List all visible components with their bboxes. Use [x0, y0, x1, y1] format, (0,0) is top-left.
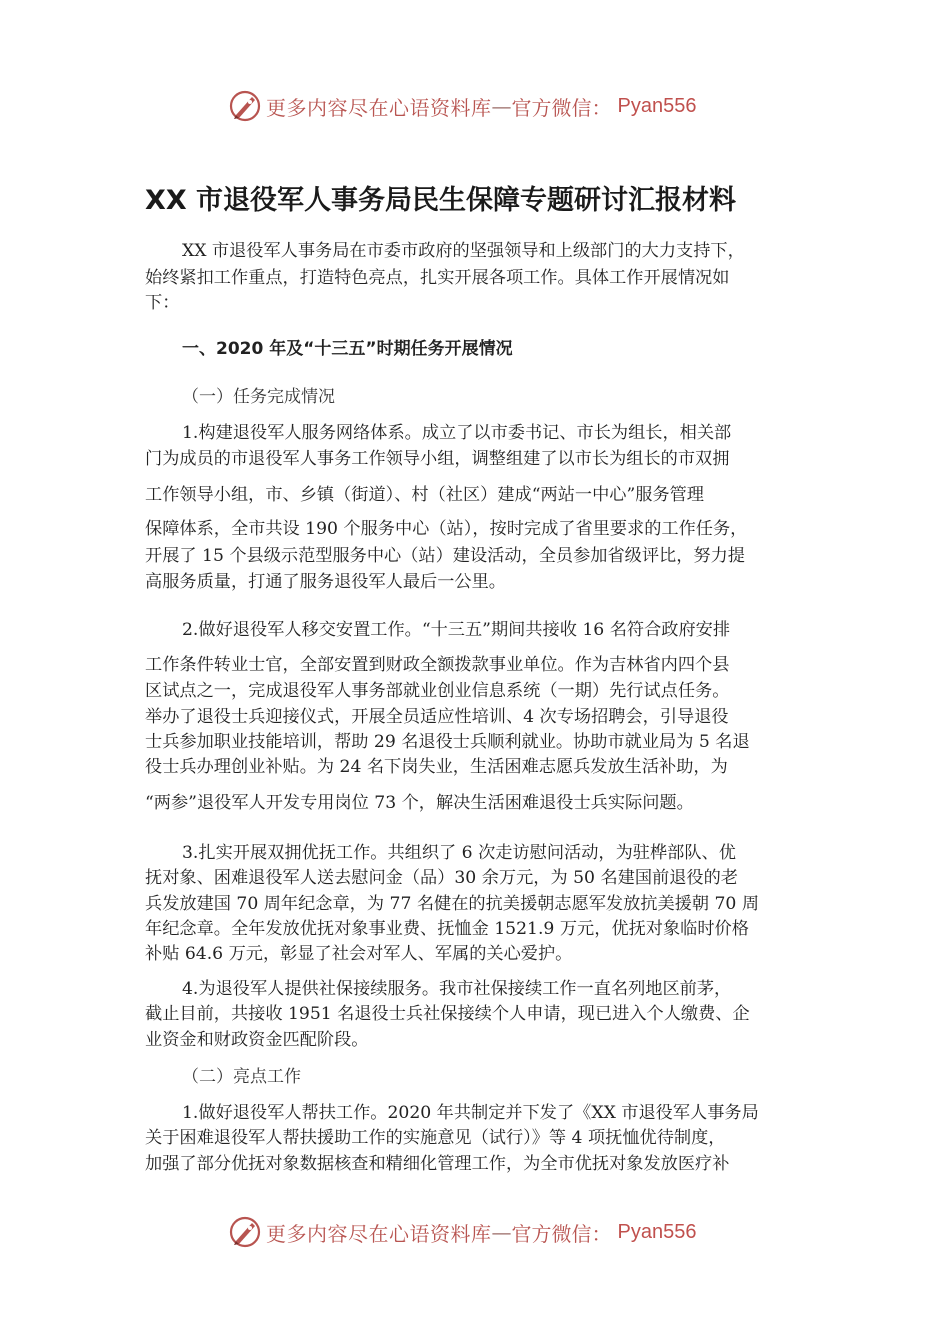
banner-wechat-id: Pyan556 — [617, 94, 697, 117]
pen-logo-icon — [228, 89, 262, 123]
paragraph-line: 兵发放建国 70 周年纪念章，为 77 名健在的抗美援朝志愿军发放抗美援朝 70 周 — [145, 894, 760, 914]
paragraph-line: 门为成员的市退役军人事务工作领导小组，调整组建了以市长为组长的市双拥 — [145, 449, 730, 469]
intro-line: 下： — [145, 293, 180, 313]
banner-separator: — — [491, 94, 512, 118]
paragraph-line: 区试点之一，完成退役军人事务部就业创业信息系统（一期）先行试点任务。 — [145, 681, 730, 701]
paragraph-line: 业资金和财政资金匹配阶段。 — [145, 1030, 369, 1050]
paragraph-line: 抚对象、困难退役军人送去慰问金（品）30 余万元，为 50 名建国前退役的老 — [145, 868, 738, 888]
paragraph-line: 开展了 15 个县级示范型服务中心（站）建设活动，全员参加省级评比，努力提 — [145, 546, 745, 566]
paragraph-line: 加强了部分优抚对象数据核查和精细化管理工作，为全市优抚对象发放医疗补 — [145, 1154, 730, 1174]
paragraph-line: 工作领导小组，市、乡镇（街道）、村（社区）建成“两站一中心”服务管理 — [145, 485, 704, 505]
paragraph-line: 工作条件转业士官，全部安置到财政全额拨款事业单位。作为吉林省内四个县 — [145, 655, 730, 675]
paragraph-line: 年纪念章。全年发放优抚对象事业费、抚恤金 1521.9 万元，优抚对象临时价格 — [145, 919, 749, 939]
banner-wechat-id: Pyan556 — [617, 1220, 697, 1243]
paragraph-line: 高服务质量，打通了服务退役军人最后一公里。 — [145, 572, 506, 592]
paragraph-line: 役士兵办理创业补贴。为 24 名下岗失业，生活困难志愿兵发放生活补助，为 — [145, 757, 728, 777]
banner-separator: — — [491, 1220, 512, 1244]
banner-wechat-label: 官方微信： — [511, 95, 612, 120]
intro-line: XX 市退役军人事务局在市委市政府的坚强领导和上级部门的大力支持下， — [182, 241, 745, 261]
banner-text: 更多内容尽在心语资料库 — [266, 95, 492, 120]
paragraph-line: 4.为退役军人提供社保接续服务。我市社保接续工作一直名列地区前茅， — [182, 979, 732, 999]
pen-logo-icon — [228, 1215, 262, 1249]
paragraph-line: 2.做好退役军人移交安置工作。“十三五”期间共接收 16 名符合政府安排 — [182, 620, 731, 640]
paragraph-line: 1.构建退役军人服务网络体系。成立了以市委书记、市长为组长，相关部 — [182, 423, 732, 443]
document-title: XX 市退役军人事务局民生保障专题研讨汇报材料 — [145, 185, 737, 216]
paragraph-line: 关于困难退役军人帮扶援助工作的实施意见（试行）》等 4 项抚恤优待制度， — [145, 1128, 726, 1148]
paragraph-line: 补贴 64.6 万元，彰显了社会对军人、军属的关心爱护。 — [145, 944, 573, 964]
paragraph-line: 1.做好退役军人帮扶工作。2020 年共制定并下发了《XX 市退役军人事务局 — [182, 1103, 759, 1123]
paragraph-line: 举办了退役士兵迎接仪式，开展全员适应性培训、4 次专场招聘会，引导退役 — [145, 707, 729, 727]
header-banner — [228, 86, 728, 126]
section-heading-1: 一、2020 年及“十三五”时期任务开展情况 — [182, 339, 513, 359]
paragraph-line: 士兵参加职业技能培训，帮助 29 名退役士兵顺利就业。协助市就业局为 5 名退 — [145, 732, 750, 752]
footer-banner — [228, 1212, 728, 1252]
paragraph-line: “两参”退役军人开发专用岗位 73 个，解决生活困难退役士兵实际问题。 — [145, 793, 694, 813]
banner-wechat-label: 官方微信： — [511, 1221, 612, 1246]
subsection-heading-1: （一）任务完成情况 — [182, 387, 335, 407]
intro-line: 始终紧扣工作重点，打造特色亮点，扎实开展各项工作。具体工作开展情况如 — [145, 268, 730, 288]
subsection-heading-2: （二）亮点工作 — [182, 1067, 301, 1087]
paragraph-line: 截止目前，共接收 1951 名退役士兵社保接续个人申请，现已进入个人缴费、企 — [145, 1004, 750, 1024]
paragraph-line: 保障体系，全市共设 190 个服务中心（站），按时完成了省里要求的工作任务， — [145, 519, 748, 539]
banner-text: 更多内容尽在心语资料库 — [266, 1221, 492, 1246]
paragraph-line: 3.扎实开展双拥优抚工作。共组织了 6 次走访慰问活动，为驻桦部队、优 — [182, 843, 736, 863]
